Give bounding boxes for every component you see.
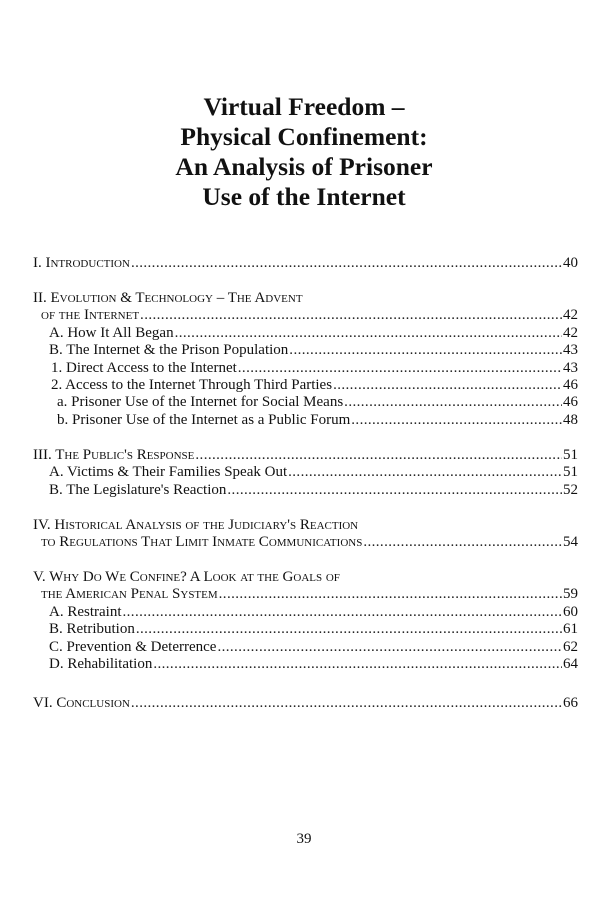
- leader-dots: [219, 586, 562, 603]
- toc-entry-prison-population: [33, 342, 578, 359]
- toc-page: 51: [563, 446, 578, 463]
- toc-label: B. The Legislature's Reaction: [49, 481, 227, 498]
- toc-entry-retribution: [33, 621, 578, 638]
- toc-label: I. Introduction: [33, 255, 130, 271]
- toc-entry-evolution: [33, 307, 578, 324]
- title-line-1: Virtual Freedom –: [203, 92, 405, 121]
- toc-heading-why-confine: V. Why Do We Confine? A Look at the Goals of: [33, 569, 340, 586]
- toc-label: b. Prisoner Use of the Internet as a Public Forum: [57, 411, 351, 428]
- toc-entry-conclusion: [33, 695, 578, 712]
- toc-page: 43: [563, 342, 578, 359]
- toc-page: 46: [563, 394, 578, 411]
- leader-dots: [153, 656, 562, 673]
- leader-dots: [344, 394, 562, 411]
- toc-entry-restraint: [33, 604, 578, 621]
- toc-heading-evolution: II. Evolution & Technology – The Advent: [33, 290, 303, 306]
- toc-label: D. Rehabilitation: [49, 656, 153, 673]
- title-line-4: Use of the Internet: [202, 182, 406, 211]
- leader-dots: [195, 447, 562, 464]
- toc-page: 62: [563, 638, 578, 655]
- toc-entry-prevention: [33, 639, 578, 656]
- toc-label: a. Prisoner Use of the Internet for Social Means: [57, 394, 344, 411]
- toc-label: to Regulations That Limit Inmate Communications: [41, 534, 363, 551]
- toc-label: A. Victims & Their Families Speak Out: [49, 464, 288, 481]
- leader-dots: [363, 534, 562, 551]
- toc-label: the American Penal System: [41, 586, 218, 603]
- toc-entry-public-forum: [33, 412, 578, 429]
- leader-dots: [136, 621, 562, 638]
- toc-page: 42: [563, 324, 578, 341]
- toc-entry-legislature: [33, 482, 578, 499]
- toc-entry-social-means: [33, 394, 578, 411]
- toc-page: 40: [563, 255, 578, 271]
- toc-page: 43: [563, 359, 578, 376]
- leader-dots: [217, 639, 562, 656]
- article-title: [0, 92, 608, 212]
- toc-entry-third-parties: [33, 377, 578, 394]
- toc-label: III. The Public's Response: [33, 446, 195, 463]
- leader-dots: [227, 482, 562, 499]
- toc-page: 42: [563, 307, 578, 324]
- toc-entry-public-response: [33, 447, 578, 464]
- leader-dots: [131, 695, 562, 712]
- toc-page: 60: [563, 603, 578, 620]
- toc-entry-penal-system: [33, 586, 578, 603]
- leader-dots: [288, 464, 562, 481]
- leader-dots: [289, 342, 562, 359]
- toc-page: 64: [563, 656, 578, 673]
- leader-dots: [238, 360, 562, 377]
- leader-dots: [175, 325, 562, 342]
- table-of-contents: [33, 255, 578, 712]
- toc-page: 54: [563, 534, 578, 551]
- leader-dots: [131, 255, 562, 272]
- toc-label: 1. Direct Access to the Internet: [51, 359, 237, 376]
- toc-label: of the Internet: [41, 307, 140, 324]
- toc-label: A. Restraint: [49, 603, 122, 620]
- toc-label: 2. Access to the Internet Through Third Parties: [51, 377, 333, 394]
- page-number: 39: [296, 831, 312, 847]
- toc-page: 61: [563, 621, 578, 638]
- toc-heading-historical: IV. Historical Analysis of the Judiciary's Reaction: [33, 516, 359, 533]
- toc-label: A. How It All Began: [49, 324, 174, 341]
- toc-label: B. Retribution: [49, 621, 135, 638]
- toc-page: 51: [563, 464, 578, 481]
- toc-entry-direct-access: [33, 360, 578, 377]
- title-line-3: An Analysis of Prisoner: [175, 152, 433, 181]
- toc-label: VI. Conclusion: [33, 694, 130, 711]
- leader-dots: [333, 377, 562, 394]
- toc-label: B. The Internet & the Prison Population: [49, 342, 289, 359]
- leader-dots: [123, 604, 563, 621]
- title-line-2: Physical Confinement:: [180, 122, 428, 151]
- toc-page: 46: [563, 377, 578, 394]
- toc-page: 48: [563, 411, 578, 428]
- toc-entry-rehabilitation: [33, 656, 578, 673]
- leader-dots: [351, 412, 562, 429]
- toc-entry-victims: [33, 464, 578, 481]
- toc-entry-introduction: [33, 255, 578, 272]
- toc-label: C. Prevention & Deterrence: [49, 638, 217, 655]
- leader-dots: [140, 307, 562, 324]
- toc-entry-historical: [33, 534, 578, 551]
- toc-page: 66: [563, 694, 578, 711]
- toc-page: 52: [563, 481, 578, 498]
- toc-entry-how-it-all-began: [33, 325, 578, 342]
- toc-page: 59: [563, 586, 578, 603]
